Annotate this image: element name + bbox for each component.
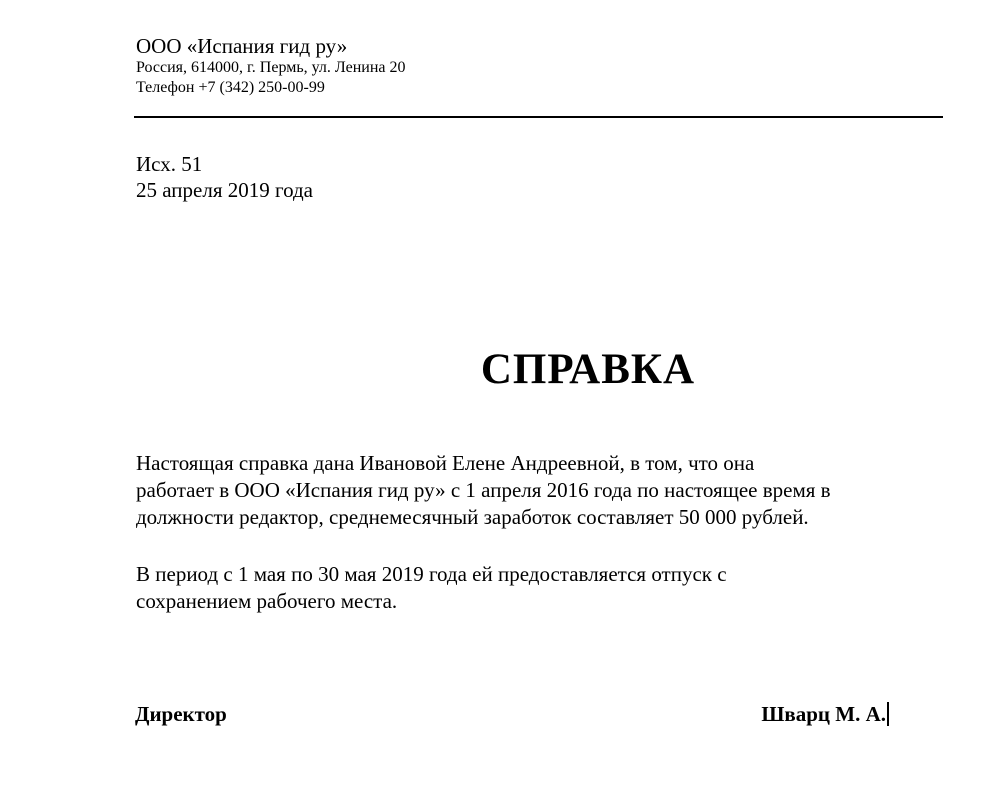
body-paragraph-2 bbox=[136, 561, 956, 615]
document-title: СПРАВКА bbox=[480, 346, 696, 393]
outgoing-number: Исх. 51 bbox=[136, 152, 203, 176]
paragraph-line: сохранением рабочего места. bbox=[136, 589, 398, 613]
signer-position: Директор bbox=[135, 702, 227, 726]
organization-phone: Телефон +7 (342) 250-00-99 bbox=[136, 79, 325, 96]
organization-name: ООО «Испания гид ру» bbox=[136, 34, 348, 58]
paragraph-line: В период с 1 мая по 30 мая 2019 года ей предоставляется отпуск с bbox=[136, 562, 727, 586]
paragraph-line: Настоящая справка дана Ивановой Елене Андреевной, в том, что она bbox=[136, 451, 755, 475]
document-date: 25 апреля 2019 года bbox=[136, 178, 313, 202]
paragraph-line: работает в ООО «Испания гид ру» с 1 апреля 2016 года по настоящее время в bbox=[136, 478, 831, 502]
body-paragraph-1 bbox=[136, 450, 956, 531]
text-cursor bbox=[887, 702, 889, 726]
signer-name: Шварц М. А. bbox=[761, 702, 886, 726]
organization-address: Россия, 614000, г. Пермь, ул. Ленина 20 bbox=[136, 59, 406, 76]
signer-name-block[interactable] bbox=[761, 701, 889, 727]
paragraph-line: должности редактор, среднемесячный заработок составляет 50 000 рублей. bbox=[136, 505, 809, 529]
header-divider bbox=[134, 116, 943, 118]
